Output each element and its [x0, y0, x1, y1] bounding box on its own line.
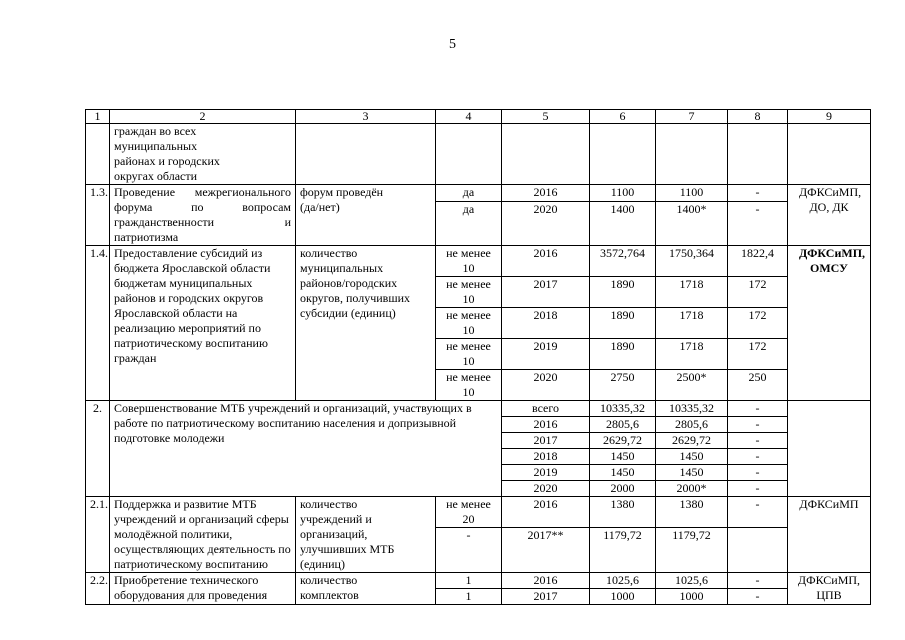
- federal-amount: 1822,4: [728, 246, 788, 277]
- year: 2017: [502, 433, 590, 449]
- item-number: 2.2.: [86, 573, 110, 605]
- total-amount: 1179,72: [590, 528, 656, 573]
- federal-amount: -: [728, 417, 788, 433]
- executor: ДФКСиМП: [788, 497, 871, 573]
- federal-amount: 172: [728, 339, 788, 370]
- header-cell: 1: [86, 110, 110, 124]
- regional-amount: 2805,6: [656, 417, 728, 433]
- federal-amount: -: [728, 481, 788, 497]
- total-amount: 2750: [590, 370, 656, 401]
- table-row: [86, 246, 871, 277]
- regional-amount: 2500*: [656, 370, 728, 401]
- federal-amount: [728, 528, 788, 573]
- indicator-value: не менее 10: [436, 339, 502, 370]
- year: 2019: [502, 465, 590, 481]
- year: 2017: [502, 277, 590, 308]
- total-amount: 1450: [590, 449, 656, 465]
- regional-amount: 1000: [656, 589, 728, 605]
- indicator-value: -: [436, 528, 502, 573]
- total-amount: 1025,6: [590, 573, 656, 589]
- indicator-value: не менее 10: [436, 370, 502, 401]
- federal-amount: 172: [728, 277, 788, 308]
- year: 2016: [502, 246, 590, 277]
- year: 2016: [502, 497, 590, 528]
- regional-amount: 1025,6: [656, 573, 728, 589]
- indicator-value: 1: [436, 573, 502, 589]
- regional-amount: 2000*: [656, 481, 728, 497]
- total-amount: 10335,32: [590, 401, 656, 417]
- total-amount: 1450: [590, 465, 656, 481]
- table-row: [86, 573, 871, 589]
- year: 2019: [502, 339, 590, 370]
- year: 2016: [502, 185, 590, 202]
- indicator-value: да: [436, 201, 502, 245]
- indicator-value: не менее 20: [436, 497, 502, 528]
- program-table: [85, 109, 871, 605]
- regional-amount: 1718: [656, 308, 728, 339]
- year: 2016: [502, 573, 590, 589]
- total-amount: 1890: [590, 339, 656, 370]
- item-name: Совершенствование МТБ учреждений и организаций, участвующих в работе по патриотическому воспитанию населения и допризывной подготовке молодежи: [110, 401, 502, 497]
- indicator-value: 1: [436, 589, 502, 605]
- year: 2020: [502, 201, 590, 245]
- year: 2018: [502, 449, 590, 465]
- indicator-value: не менее 10: [436, 277, 502, 308]
- total-amount: 2629,72: [590, 433, 656, 449]
- indicator: форум проведён (да/нет): [296, 185, 436, 246]
- federal-amount: -: [728, 201, 788, 245]
- item-number: 2.1.: [86, 497, 110, 573]
- total-amount: 2000: [590, 481, 656, 497]
- regional-amount: 10335,32: [656, 401, 728, 417]
- total-amount: 1890: [590, 277, 656, 308]
- indicator: количество комплектов: [296, 573, 436, 605]
- federal-amount: -: [728, 401, 788, 417]
- executor: ДФКСиМП, ОМСУ: [788, 246, 871, 401]
- regional-amount: 1100: [656, 185, 728, 202]
- regional-amount: 2629,72: [656, 433, 728, 449]
- federal-amount: -: [728, 465, 788, 481]
- indicator: количество учреждений и организаций, улучшивших МТБ (единиц): [296, 497, 436, 573]
- regional-amount: 1400*: [656, 201, 728, 245]
- total-amount: 1890: [590, 308, 656, 339]
- regional-amount: 1450: [656, 465, 728, 481]
- item-name: граждан во всех муниципальных районах и городских округах области: [110, 124, 296, 185]
- executor: ДФКСиМП, ДО, ДК: [788, 185, 871, 246]
- indicator-value: не менее 10: [436, 246, 502, 277]
- regional-amount: 1718: [656, 277, 728, 308]
- federal-amount: -: [728, 433, 788, 449]
- year: всего: [502, 401, 590, 417]
- item-number: 1.3.: [86, 185, 110, 246]
- regional-amount: 1179,72: [656, 528, 728, 573]
- header-cell: 5: [502, 110, 590, 124]
- total-amount: 2805,6: [590, 417, 656, 433]
- federal-amount: -: [728, 589, 788, 605]
- regional-amount: 1718: [656, 339, 728, 370]
- table-row: [86, 185, 871, 202]
- regional-amount: 1380: [656, 497, 728, 528]
- total-amount: 1400: [590, 201, 656, 245]
- federal-amount: -: [728, 449, 788, 465]
- indicator-value: да: [436, 185, 502, 202]
- total-amount: 1000: [590, 589, 656, 605]
- table-row: [86, 497, 871, 528]
- item-name: Предоставление субсидий из бюджета Ярославской области бюджетам муниципальных районов и городских округов Ярославской области на реализацию мероприятий по патриотическому воспитанию граждан: [110, 246, 296, 401]
- indicator: количество муниципальных районов/городских округов, получивших субсидии (единиц): [296, 246, 436, 401]
- item-name: Поддержка и развитие МТБ учреждений и организаций сферы молодёжной политики, осуществляющих деятельность по патриотическому воспитанию: [110, 497, 296, 573]
- item-name: Приобретение технического оборудования для проведения: [110, 573, 296, 605]
- header-cell: 6: [590, 110, 656, 124]
- regional-amount: 1450: [656, 449, 728, 465]
- federal-amount: -: [728, 185, 788, 202]
- year: 2016: [502, 417, 590, 433]
- item-number: 1.4.: [86, 246, 110, 401]
- header-cell: 7: [656, 110, 728, 124]
- year: 2020: [502, 481, 590, 497]
- year: 2017**: [502, 528, 590, 573]
- header-cell: 2: [110, 110, 296, 124]
- year: 2020: [502, 370, 590, 401]
- regional-amount: 1750,364: [656, 246, 728, 277]
- federal-amount: 250: [728, 370, 788, 401]
- item-name: Проведение межрегионального форума по вопросам гражданственности и патриотизма: [110, 185, 296, 246]
- header-cell: 9: [788, 110, 871, 124]
- executor: ДФКСиМП, ЦПВ: [788, 573, 871, 605]
- year: 2018: [502, 308, 590, 339]
- federal-amount: -: [728, 573, 788, 589]
- header-row: [86, 110, 871, 124]
- header-cell: 8: [728, 110, 788, 124]
- total-amount: 1380: [590, 497, 656, 528]
- federal-amount: -: [728, 497, 788, 528]
- year: 2017: [502, 589, 590, 605]
- indicator-value: не менее 10: [436, 308, 502, 339]
- page-number: 5: [449, 37, 456, 52]
- total-amount: 3572,764: [590, 246, 656, 277]
- item-number: 2.: [86, 401, 110, 497]
- header-cell: 4: [436, 110, 502, 124]
- total-amount: 1100: [590, 185, 656, 202]
- federal-amount: 172: [728, 308, 788, 339]
- table-row: [86, 401, 871, 417]
- table-row: [86, 124, 871, 185]
- header-cell: 3: [296, 110, 436, 124]
